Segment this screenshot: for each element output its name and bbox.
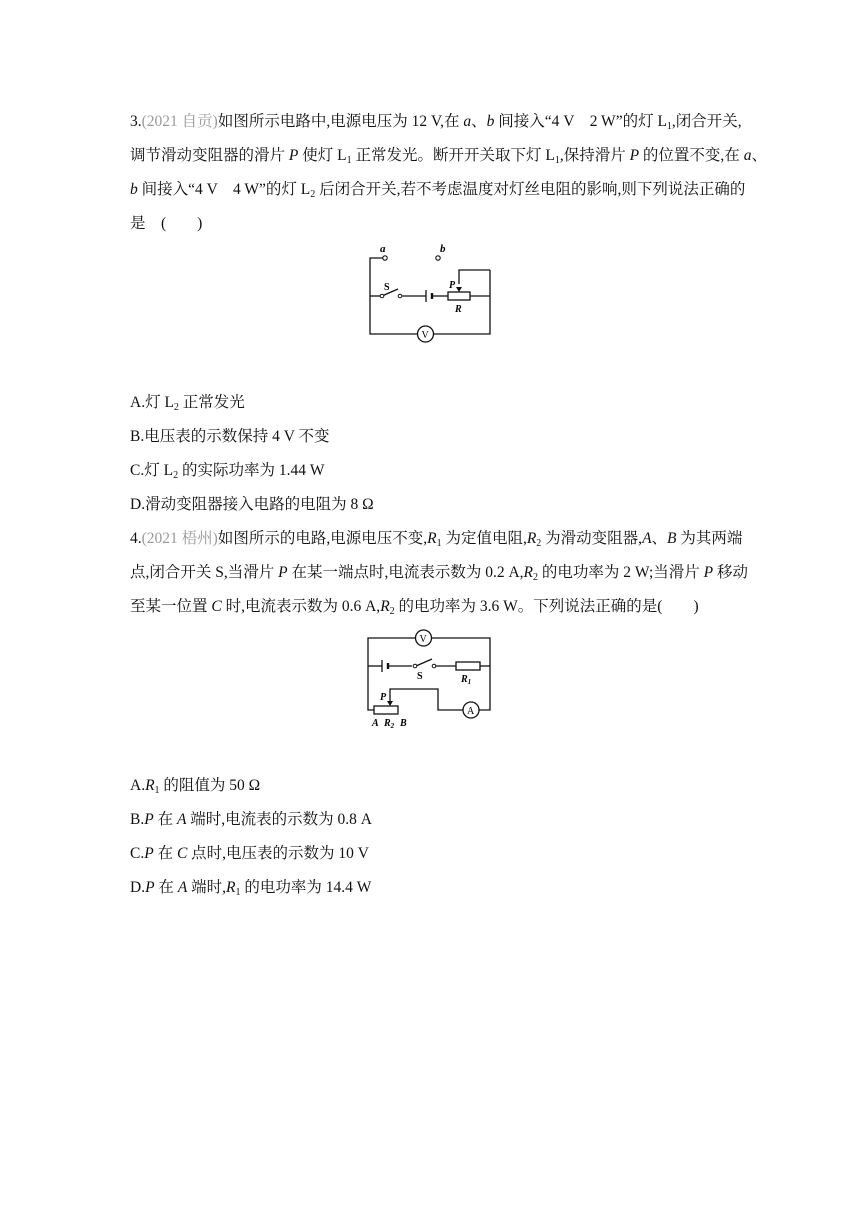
option-text: 在 <box>153 845 177 862</box>
q3-text: 如图所示电路中,电源电压为 12 V,在 <box>217 113 464 130</box>
q4-wire-slider <box>390 689 463 710</box>
q3-text: 正常发光。断开开关取下灯 L <box>351 147 555 164</box>
option-sub: 1 <box>154 785 160 796</box>
q3-sub: 1 <box>666 121 672 132</box>
q4-line-3 <box>130 597 730 617</box>
q4-var: C <box>211 598 222 615</box>
option-var: R <box>145 777 155 794</box>
q3-terminal-a <box>383 256 387 260</box>
q4-option-d[interactable] <box>130 878 371 898</box>
option-text: 在 <box>153 811 177 828</box>
q3-var: a <box>463 113 472 130</box>
q3-text: 的位置不变,在 <box>639 147 744 164</box>
q3-sub: 2 <box>310 189 316 200</box>
option-text: 的电功率为 14.4 W <box>240 879 372 896</box>
q3-wire-slider <box>459 270 490 284</box>
q4-label-a-end: A <box>372 718 379 729</box>
q4-line-2 <box>130 563 748 583</box>
q4-circuit-diagram <box>360 626 500 736</box>
q4-label-b-end: B <box>400 718 407 729</box>
q3-rheostat <box>448 292 470 300</box>
q3-option-b[interactable] <box>130 427 330 447</box>
q4-line-1 <box>130 529 743 549</box>
q3-source: (2021 自贡) <box>141 113 218 130</box>
q3-line-4 <box>130 214 730 234</box>
q4-label-r2: $R_2$ <box>384 718 395 730</box>
q3-var: P <box>288 147 299 164</box>
q4-var: A <box>642 530 652 547</box>
q3-terminal-b <box>436 256 440 260</box>
q3-text: 间接入“4 V 4 W”的灯 L <box>137 181 311 198</box>
q4-var: R <box>380 598 390 615</box>
q4-text: 时,电流表示数为 0.6 A, <box>221 598 381 615</box>
q3-number: 3. <box>130 113 142 130</box>
q3-label-s: S <box>384 282 390 293</box>
q4-text: 如图所示的电路,电源电压不变, <box>217 530 428 547</box>
q4-text: 为其两端 <box>676 530 743 547</box>
q3-label-p: P <box>449 280 456 291</box>
q4-text: 至某一位置 <box>130 598 212 615</box>
option-var: A <box>177 879 188 896</box>
q4-r1 <box>456 662 480 670</box>
option-var: P <box>145 879 155 896</box>
q3-text: 、 <box>751 147 767 164</box>
q4-var: R <box>523 564 534 581</box>
q4-wire-right <box>479 666 490 710</box>
option-var: R <box>226 879 236 896</box>
q4-sub: 1 <box>436 538 442 549</box>
option-text: B.电压表的示数保持 4 V 不变 <box>130 428 330 445</box>
q3-option-d[interactable] <box>130 495 374 515</box>
option-var: C <box>176 845 188 862</box>
q4-text: 为滑动变阻器, <box>541 530 643 547</box>
q3-var: b <box>130 181 138 198</box>
q4-label-ammeter: A <box>467 706 475 717</box>
q3-line-3 <box>130 180 746 200</box>
q4-source: (2021 梧州) <box>141 530 218 547</box>
q4-wire-top-left <box>368 638 415 666</box>
q4-var: B <box>667 530 677 547</box>
q4-label-r1: $R_1$ <box>461 674 472 686</box>
option-text: A.灯 L <box>130 394 174 411</box>
q3-label-b: b <box>440 243 446 255</box>
q4-label-v: V <box>419 634 427 645</box>
option-text: 端时,电流表的示数为 0.8 A <box>186 811 372 828</box>
q4-var: R <box>526 530 537 547</box>
q4-var: R <box>427 530 437 547</box>
option-var: P <box>144 845 154 862</box>
option-text: B. <box>130 811 145 828</box>
option-text: 的阻值为 50 Ω <box>159 777 261 794</box>
q3-label-v: V <box>421 330 429 341</box>
q4-text: 的电功率为 3.6 W。下列说法正确的是( ) <box>394 598 699 615</box>
q4-text: 为定值电阻, <box>441 530 527 547</box>
option-text: 正常发光 <box>178 394 245 411</box>
option-var: A <box>176 811 187 828</box>
q3-wire-right <box>434 270 490 334</box>
q4-slider-arrow <box>387 701 393 706</box>
q4-sub: 2 <box>536 538 542 549</box>
q3-label-r: R <box>455 304 462 315</box>
option-text: 点时,电压表的示数为 10 V <box>187 845 369 862</box>
q4-text: 在某一端点时,电流表示数为 0.2 A, <box>287 564 524 581</box>
q3-text: ,闭合开关, <box>671 113 742 130</box>
option-text: C. <box>130 845 145 862</box>
q4-sub: 2 <box>389 606 395 617</box>
option-text: 在 <box>154 879 178 896</box>
q4-option-c[interactable] <box>130 844 369 864</box>
q4-option-a[interactable] <box>130 776 260 796</box>
q4-var: P <box>278 564 288 581</box>
q3-sub: 1 <box>346 155 352 166</box>
q4-text: 的电功率为 2 W;当滑片 <box>538 564 704 581</box>
option-text: C.灯 L <box>130 462 174 479</box>
q3-var: a <box>743 147 752 164</box>
option-text: 端时, <box>187 879 227 896</box>
q3-line-2 <box>130 146 767 166</box>
q3-label-a: a <box>380 243 386 255</box>
q3-var: b <box>486 113 495 130</box>
q3-text: ,保持滑片 <box>559 147 630 164</box>
option-text: 的实际功率为 1.44 W <box>178 462 325 479</box>
q4-label-p: P <box>380 692 387 703</box>
q3-text: 是 ( ) <box>130 215 203 232</box>
q4-option-b[interactable] <box>130 810 372 830</box>
q4-text: 、 <box>651 530 668 547</box>
option-sub: 2 <box>173 402 179 413</box>
q3-var: P <box>629 147 640 164</box>
q3-circuit-diagram <box>360 240 500 352</box>
q3-text: 后闭合开关,若不考虑温度对灯丝电阻的影响,则下列说法正确的 <box>315 181 746 198</box>
q3-text: 间接入“4 V 2 W”的灯 L <box>494 113 667 130</box>
q4-switch-blade <box>416 659 432 666</box>
q4-wire-left <box>368 666 374 710</box>
q4-r2 <box>374 706 398 714</box>
q3-text: 使灯 L <box>298 147 347 164</box>
q3-line-1 <box>130 112 742 132</box>
q3-sub: 1 <box>554 155 560 166</box>
option-text: D.滑动变阻器接入电路的电阻为 8 Ω <box>130 496 374 513</box>
q4-text: 点,闭合开关 S,当滑片 <box>130 564 279 581</box>
q4-sub: 2 <box>533 572 539 583</box>
q4-number: 4. <box>130 530 142 547</box>
q4-label-s: S <box>417 671 423 682</box>
option-var: P <box>144 811 154 828</box>
q3-option-a[interactable] <box>130 393 245 413</box>
q3-text: 调节滑动变阻器的滑片 <box>130 147 289 164</box>
q3-slider-arrow <box>456 287 462 292</box>
q3-option-c[interactable] <box>130 461 324 481</box>
option-text: D. <box>130 879 146 896</box>
q4-text: 移动 <box>713 564 748 581</box>
option-sub: 2 <box>173 470 179 481</box>
q4-var: P <box>703 564 714 581</box>
q3-text: 、 <box>471 113 487 130</box>
option-sub: 1 <box>235 887 241 898</box>
option-text: A. <box>130 777 146 794</box>
